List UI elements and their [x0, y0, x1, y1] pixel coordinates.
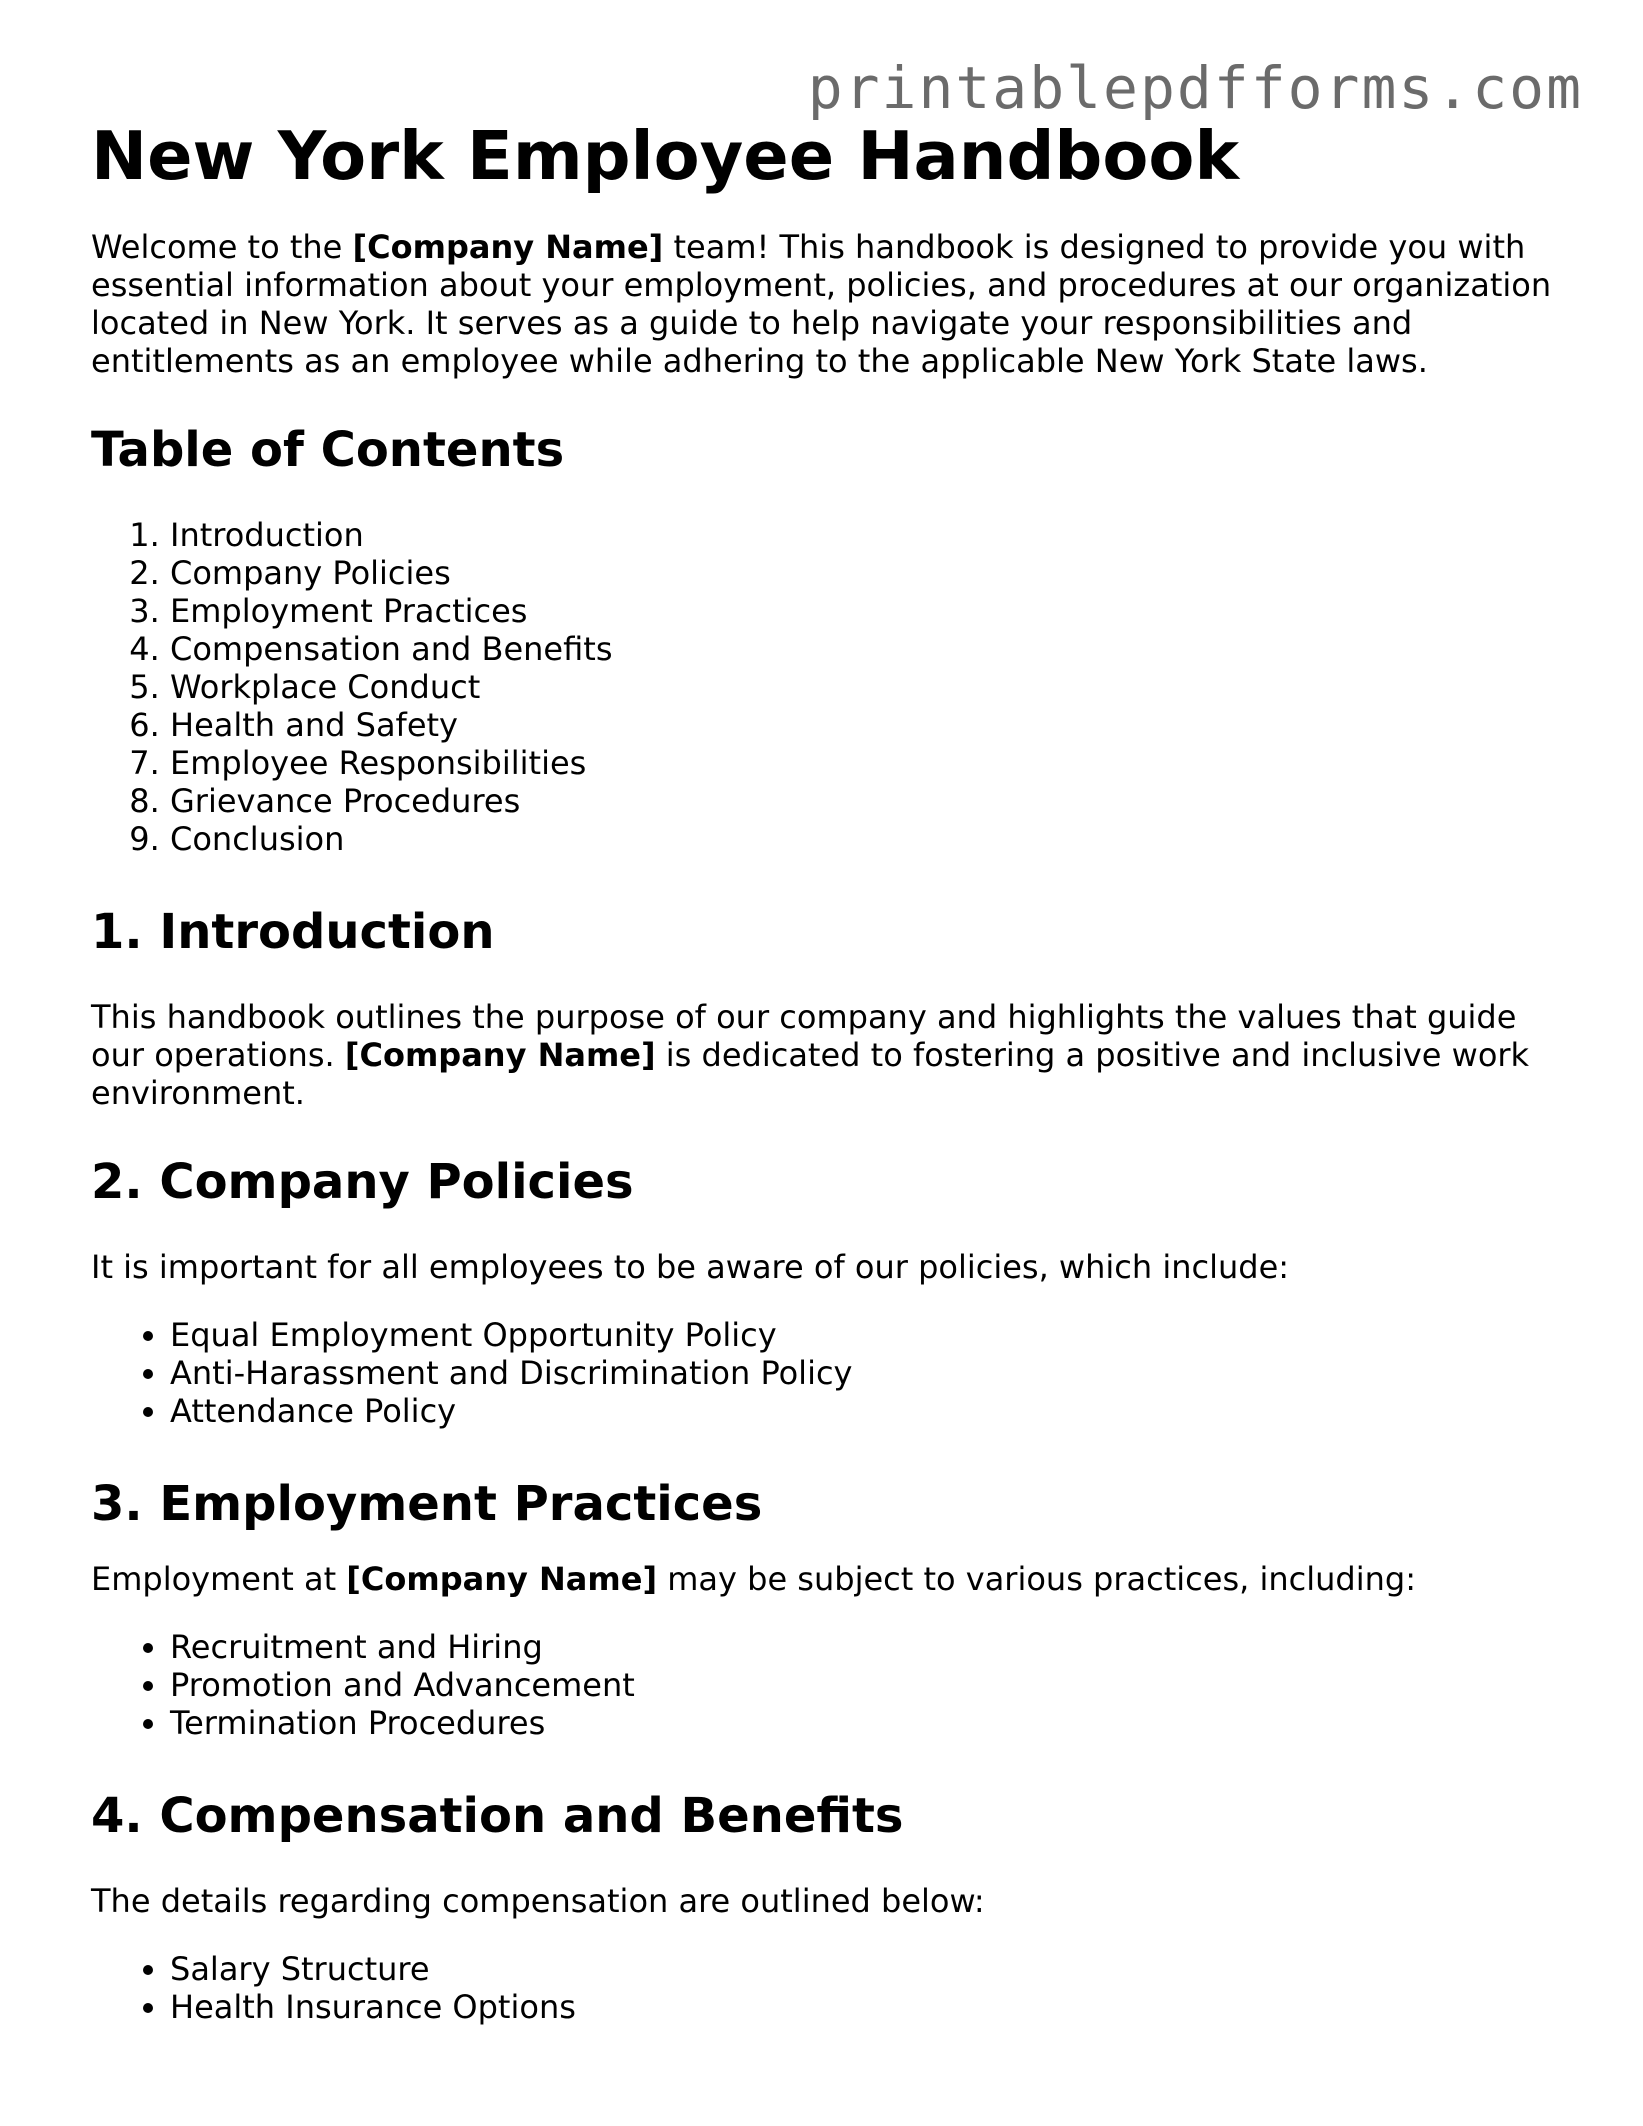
toc-item: 4. Compensation and Benefits [170, 630, 1561, 668]
section-introduction-text-before: This handbook outlines the purpose of our company and highlights the values that guide our operations. [91, 998, 1517, 1074]
toc-heading: Table of Contents [91, 422, 565, 478]
toc-item: 2. Company Policies [170, 554, 1561, 592]
toc-item: 3. Employment Practices [170, 592, 1561, 630]
list-item: • Termination Procedures [170, 1704, 1561, 1742]
section-introduction-heading: 1. Introduction [91, 904, 495, 960]
list-item: • Salary Structure [170, 1950, 1561, 1988]
employment-practices-list [91, 1628, 1561, 1742]
section-compensation-heading: 4. Compensation and Benefits [91, 1788, 904, 1844]
toc-item: 8. Grievance Procedures [170, 782, 1561, 820]
section-introduction-text-after: is dedicated to fostering a positive and inclusive work environment. [91, 1036, 1530, 1112]
intro-paragraph [91, 228, 1561, 380]
watermark: printablepdfforms.com [807, 54, 1583, 122]
section-employment-practices-paragraph [91, 1560, 1561, 1598]
intro-text-before: Welcome to the [91, 228, 353, 266]
compensation-list [91, 1950, 1561, 2026]
section-compensation-paragraph: The details regarding compensation are outlined below: [91, 1882, 985, 1920]
document-body [91, 112, 1561, 2070]
toc-item: 7. Employee Responsibilities [170, 744, 1561, 782]
list-item: • Promotion and Advancement [170, 1666, 1561, 1704]
section-employment-practices-text-before: Employment at [91, 1560, 347, 1598]
list-item: • Attendance Policy [170, 1392, 1561, 1430]
page-title: New York Employee Handbook [91, 117, 1239, 195]
list-item: • Equal Employment Opportunity Policy [170, 1316, 1561, 1354]
list-item: • Anti-Harassment and Discrimination Policy [170, 1354, 1561, 1392]
section-company-policies-heading: 2. Company Policies [91, 1154, 634, 1210]
section-employment-practices-heading: 3. Employment Practices [91, 1476, 763, 1532]
toc-item: 5. Workplace Conduct [170, 668, 1561, 706]
toc-list [91, 516, 1561, 858]
list-item: • Recruitment and Hiring [170, 1628, 1561, 1666]
company-name-placeholder: [Company Name] [346, 1560, 658, 1598]
intro-text-after: team! This handbook is designed to provide you with essential information about your employment, policies, and procedures at our organization located in New York. It serves as a guide to help navigate your responsibilities and entitlements as an employee while adhering to the applicable New York State laws. [91, 228, 1552, 380]
toc-item: 1. Introduction [170, 516, 1561, 554]
section-introduction-paragraph [91, 998, 1561, 1112]
toc-item: 6. Health and Safety [170, 706, 1561, 744]
section-company-policies-paragraph: It is important for all employees to be aware of our policies, which include: [91, 1248, 1290, 1286]
section-employment-practices-text-after: may be subject to various practices, including: [657, 1560, 1416, 1598]
list-item: • Health Insurance Options [170, 1988, 1561, 2026]
company-name-placeholder: [Company Name] [352, 228, 664, 266]
toc-item: 9. Conclusion [170, 820, 1561, 858]
company-name-placeholder: [Company Name] [344, 1036, 656, 1074]
company-policies-list [91, 1316, 1561, 1430]
